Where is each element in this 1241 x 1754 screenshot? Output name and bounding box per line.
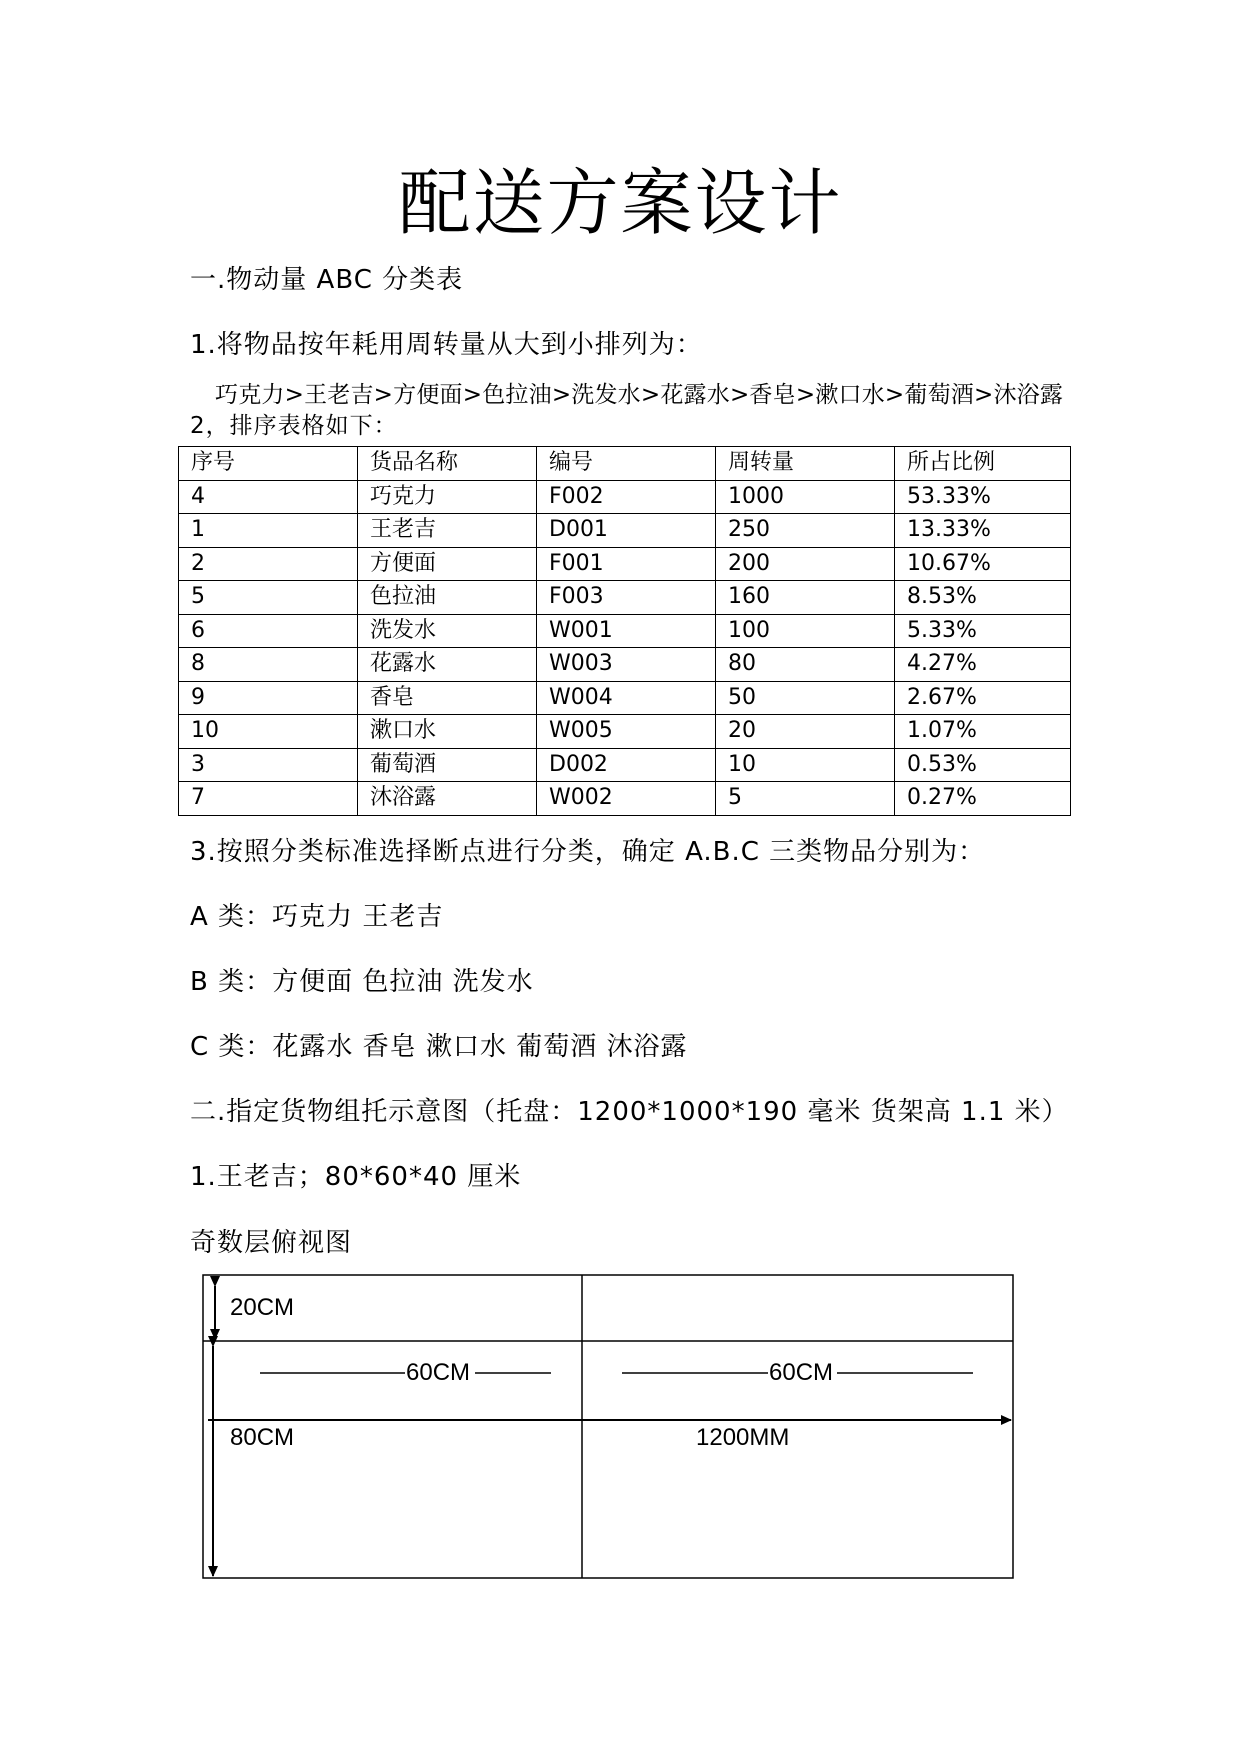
class-b-text: B 类：方便面 色拉油 洗发水 — [190, 967, 534, 997]
table-row — [179, 514, 1071, 548]
table-cell: 13.33% — [895, 514, 1071, 548]
table-cell: 5 — [179, 581, 358, 615]
table-cell: 方便面 — [358, 547, 537, 581]
table-cell: 1 — [179, 514, 358, 548]
table-cell: 2.67% — [895, 681, 1071, 715]
table-row — [179, 581, 1071, 615]
table-header-cell: 序号 — [179, 447, 358, 481]
table-cell: F002 — [537, 480, 716, 514]
table-cell: 9 — [179, 681, 358, 715]
table-cell: 200 — [716, 547, 895, 581]
label-60cm-right: 60CM — [769, 1359, 834, 1386]
table-cell: 10 — [179, 715, 358, 749]
table-cell: 7 — [179, 782, 358, 816]
table-cell: 0.27% — [895, 782, 1071, 816]
table-header-cell: 编号 — [537, 447, 716, 481]
table-cell: 250 — [716, 514, 895, 548]
table-cell: 100 — [716, 614, 895, 648]
page-title: 配送方案设计 — [398, 161, 843, 245]
table-row — [179, 782, 1071, 816]
table-row — [179, 614, 1071, 648]
table-cell: 香皂 — [358, 681, 537, 715]
table-cell: F003 — [537, 581, 716, 615]
step2-text: 2，排序表格如下： — [190, 413, 398, 439]
table-cell: 53.33% — [895, 480, 1071, 514]
table-cell: 5.33% — [895, 614, 1071, 648]
table-cell: 8 — [179, 648, 358, 682]
table-cell: 10 — [716, 748, 895, 782]
table-cell: 6 — [179, 614, 358, 648]
table-cell: W003 — [537, 648, 716, 682]
order-line: 巧克力>王老吉>方便面>色拉油>洗发水>花露水>香皂>漱口水>葡萄酒>沐浴露 — [215, 382, 1064, 408]
pallet-outline — [203, 1275, 1013, 1578]
label-1200mm: 1200MM — [696, 1424, 790, 1451]
table-cell: 巧克力 — [358, 480, 537, 514]
table-cell: 8.53% — [895, 581, 1071, 615]
table-cell: 3 — [179, 748, 358, 782]
table-cell: W001 — [537, 614, 716, 648]
table-cell: 20 — [716, 715, 895, 749]
step3-text: 3.按照分类标准选择断点进行分类，确定 A.B.C 三类物品分别为： — [190, 837, 986, 867]
label-80cm: 80CM — [230, 1424, 295, 1451]
table-cell: F001 — [537, 547, 716, 581]
table-row — [179, 681, 1071, 715]
table-cell: 4 — [179, 480, 358, 514]
table-cell: 王老吉 — [358, 514, 537, 548]
table-cell: 花露水 — [358, 648, 537, 682]
label-60cm-left: 60CM — [406, 1359, 471, 1386]
table-cell: 80 — [716, 648, 895, 682]
table-header-cell: 所占比例 — [895, 447, 1071, 481]
view-caption: 奇数层俯视图 — [190, 1228, 353, 1258]
table-row — [179, 715, 1071, 749]
table-header-cell: 周转量 — [716, 447, 895, 481]
table-cell: W005 — [537, 715, 716, 749]
table-cell: W002 — [537, 782, 716, 816]
table-cell: 洗发水 — [358, 614, 537, 648]
table-cell: 2 — [179, 547, 358, 581]
table-header-row — [179, 447, 1071, 481]
label-20cm: 20CM — [230, 1294, 295, 1321]
table-row — [179, 648, 1071, 682]
table-cell: W004 — [537, 681, 716, 715]
table-row — [179, 547, 1071, 581]
table-cell: 50 — [716, 681, 895, 715]
table-cell: 漱口水 — [358, 715, 537, 749]
section2-heading: 二.指定货物组托示意图（托盘：1200*1000*190 毫米 货架高 1.1 米） — [190, 1097, 1069, 1127]
section1-heading: 一.物动量 ABC 分类表 — [190, 265, 464, 295]
table-cell: 160 — [716, 581, 895, 615]
table-cell: D001 — [537, 514, 716, 548]
table-cell: 1.07% — [895, 715, 1071, 749]
class-a-text: A 类：巧克力 王老吉 — [190, 902, 444, 932]
item1-text: 1.王老吉；80*60*40 厘米 — [190, 1162, 522, 1192]
step1-text: 1.将物品按年耗用周转量从大到小排列为： — [190, 330, 703, 360]
table-cell: D002 — [537, 748, 716, 782]
table-cell: 5 — [716, 782, 895, 816]
table-cell: 4.27% — [895, 648, 1071, 682]
table-cell: 色拉油 — [358, 581, 537, 615]
table-cell: 10.67% — [895, 547, 1071, 581]
class-c-text: C 类：花露水 香皂 漱口水 葡萄酒 沐浴露 — [190, 1032, 688, 1062]
table-row — [179, 748, 1071, 782]
sort-table — [178, 446, 1071, 816]
table-header-cell: 货品名称 — [358, 447, 537, 481]
table-cell: 0.53% — [895, 748, 1071, 782]
table-cell: 1000 — [716, 480, 895, 514]
table-cell: 沐浴露 — [358, 782, 537, 816]
table-row — [179, 480, 1071, 514]
table-cell: 葡萄酒 — [358, 748, 537, 782]
